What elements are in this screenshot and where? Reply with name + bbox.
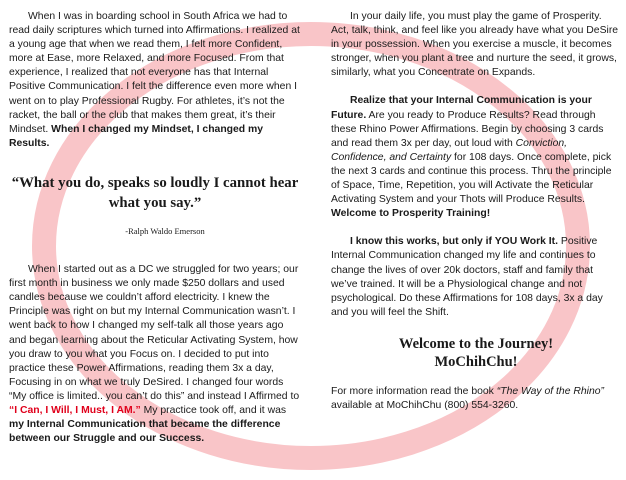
footer-note: For more information read the book “The Way of the Rhino” available at MoChihChu (800) 554-3260.	[331, 385, 604, 411]
left-paragraph-1: When I was in boarding school in South Africa we had to read daily scriptures which turned into Affirmations. I realized at a young age that when we read them, I felt more Confident, more at Ease, more Relaxed, and more Focused. From that experience, I realized that not everyone has that Internal Positive Communication. I felt the difference even more when I went on to play Professional Rugby. For athletes, it’s not the racket, the ball or the club that makes them great, it’s their Mindset. When I changed my Mindset, I changed my Results.	[9, 11, 300, 149]
mindset-statement: When I changed my Mindset, I changed my Results.	[9, 123, 264, 149]
right-paragraph-3: I know this works, but only if YOU Work It. Positive Internal Communication changed my life and continues to change the lives of over 20k doctors, staff and family that we’ve trained. It will be a Physiological change and not psychological. Do these Affirmations for 108 days, 3x a day and you will feel the Shift.	[331, 236, 603, 318]
quote-attribution: -Ralph Waldo Emerson	[125, 225, 205, 236]
emerson-quote: “What you do, speaks so loudly I cannot hear what you say.”	[11, 174, 299, 211]
prosperity-training: Welcome to Prosperity Training!	[331, 208, 491, 220]
welcome-heading: Welcome to the Journey! MoChihChu!	[398, 335, 554, 370]
book-title: “The Way of the Rhino”	[496, 385, 604, 397]
right-paragraph-2: Realize that your Internal Communication is your Future. Are you ready to Produce Results? Read through these Rhino Power Affirmations. Begin by choosing 3 cards and read them 3x per day, out loud with Conviction, Confidence, and Certainty for 108 days. Once complete, pick the next 3 cards and continue this process. Thru the principle of Space, Time, Repetition, you will Activate the Reticular Activating System and your Thots will Produce Results. Welcome to Prosperity Training!	[331, 95, 612, 220]
success-statement: my Internal Communication that became the difference between our Struggle and our Success.	[9, 419, 281, 445]
right-column	[331, 10, 621, 413]
affirmation-highlight: “I Can, I Will, I Must, I AM.”	[9, 404, 141, 416]
left-column	[9, 10, 301, 446]
left-paragraph-2: When I started out as a DC we struggled for two years; our first month in business we only made $250 dollars and used candles because we couldn’t afford electricity. I knew the Principle was right on but my Internal Communication wasn’t. I went back to how I changed my self-talk all those years ago and began learning about the Reticular Activating System, how you draw to you what you Focus on. I decided to put into practice these Power Affirmations, reading them 3x a day, Focusing in on what we truly DeSired. I changed four words “My office is limited.. you can’t do this” and instead I Affirmed to “I Can, I Will, I Must, I AM.” My practice took off, and it was my Internal Communication that became the difference between our Struggle and our Success.	[9, 264, 300, 445]
right-paragraph-1: In your daily life, you must play the game of Prosperity. Act, talk, think, and feel like you already have what you DeSire in your possession. When you exercise a muscle, it becomes stronger, when you plant a tree and nurture the seed, it grows, similarly, what you Concentrate on Expands.	[331, 11, 619, 79]
